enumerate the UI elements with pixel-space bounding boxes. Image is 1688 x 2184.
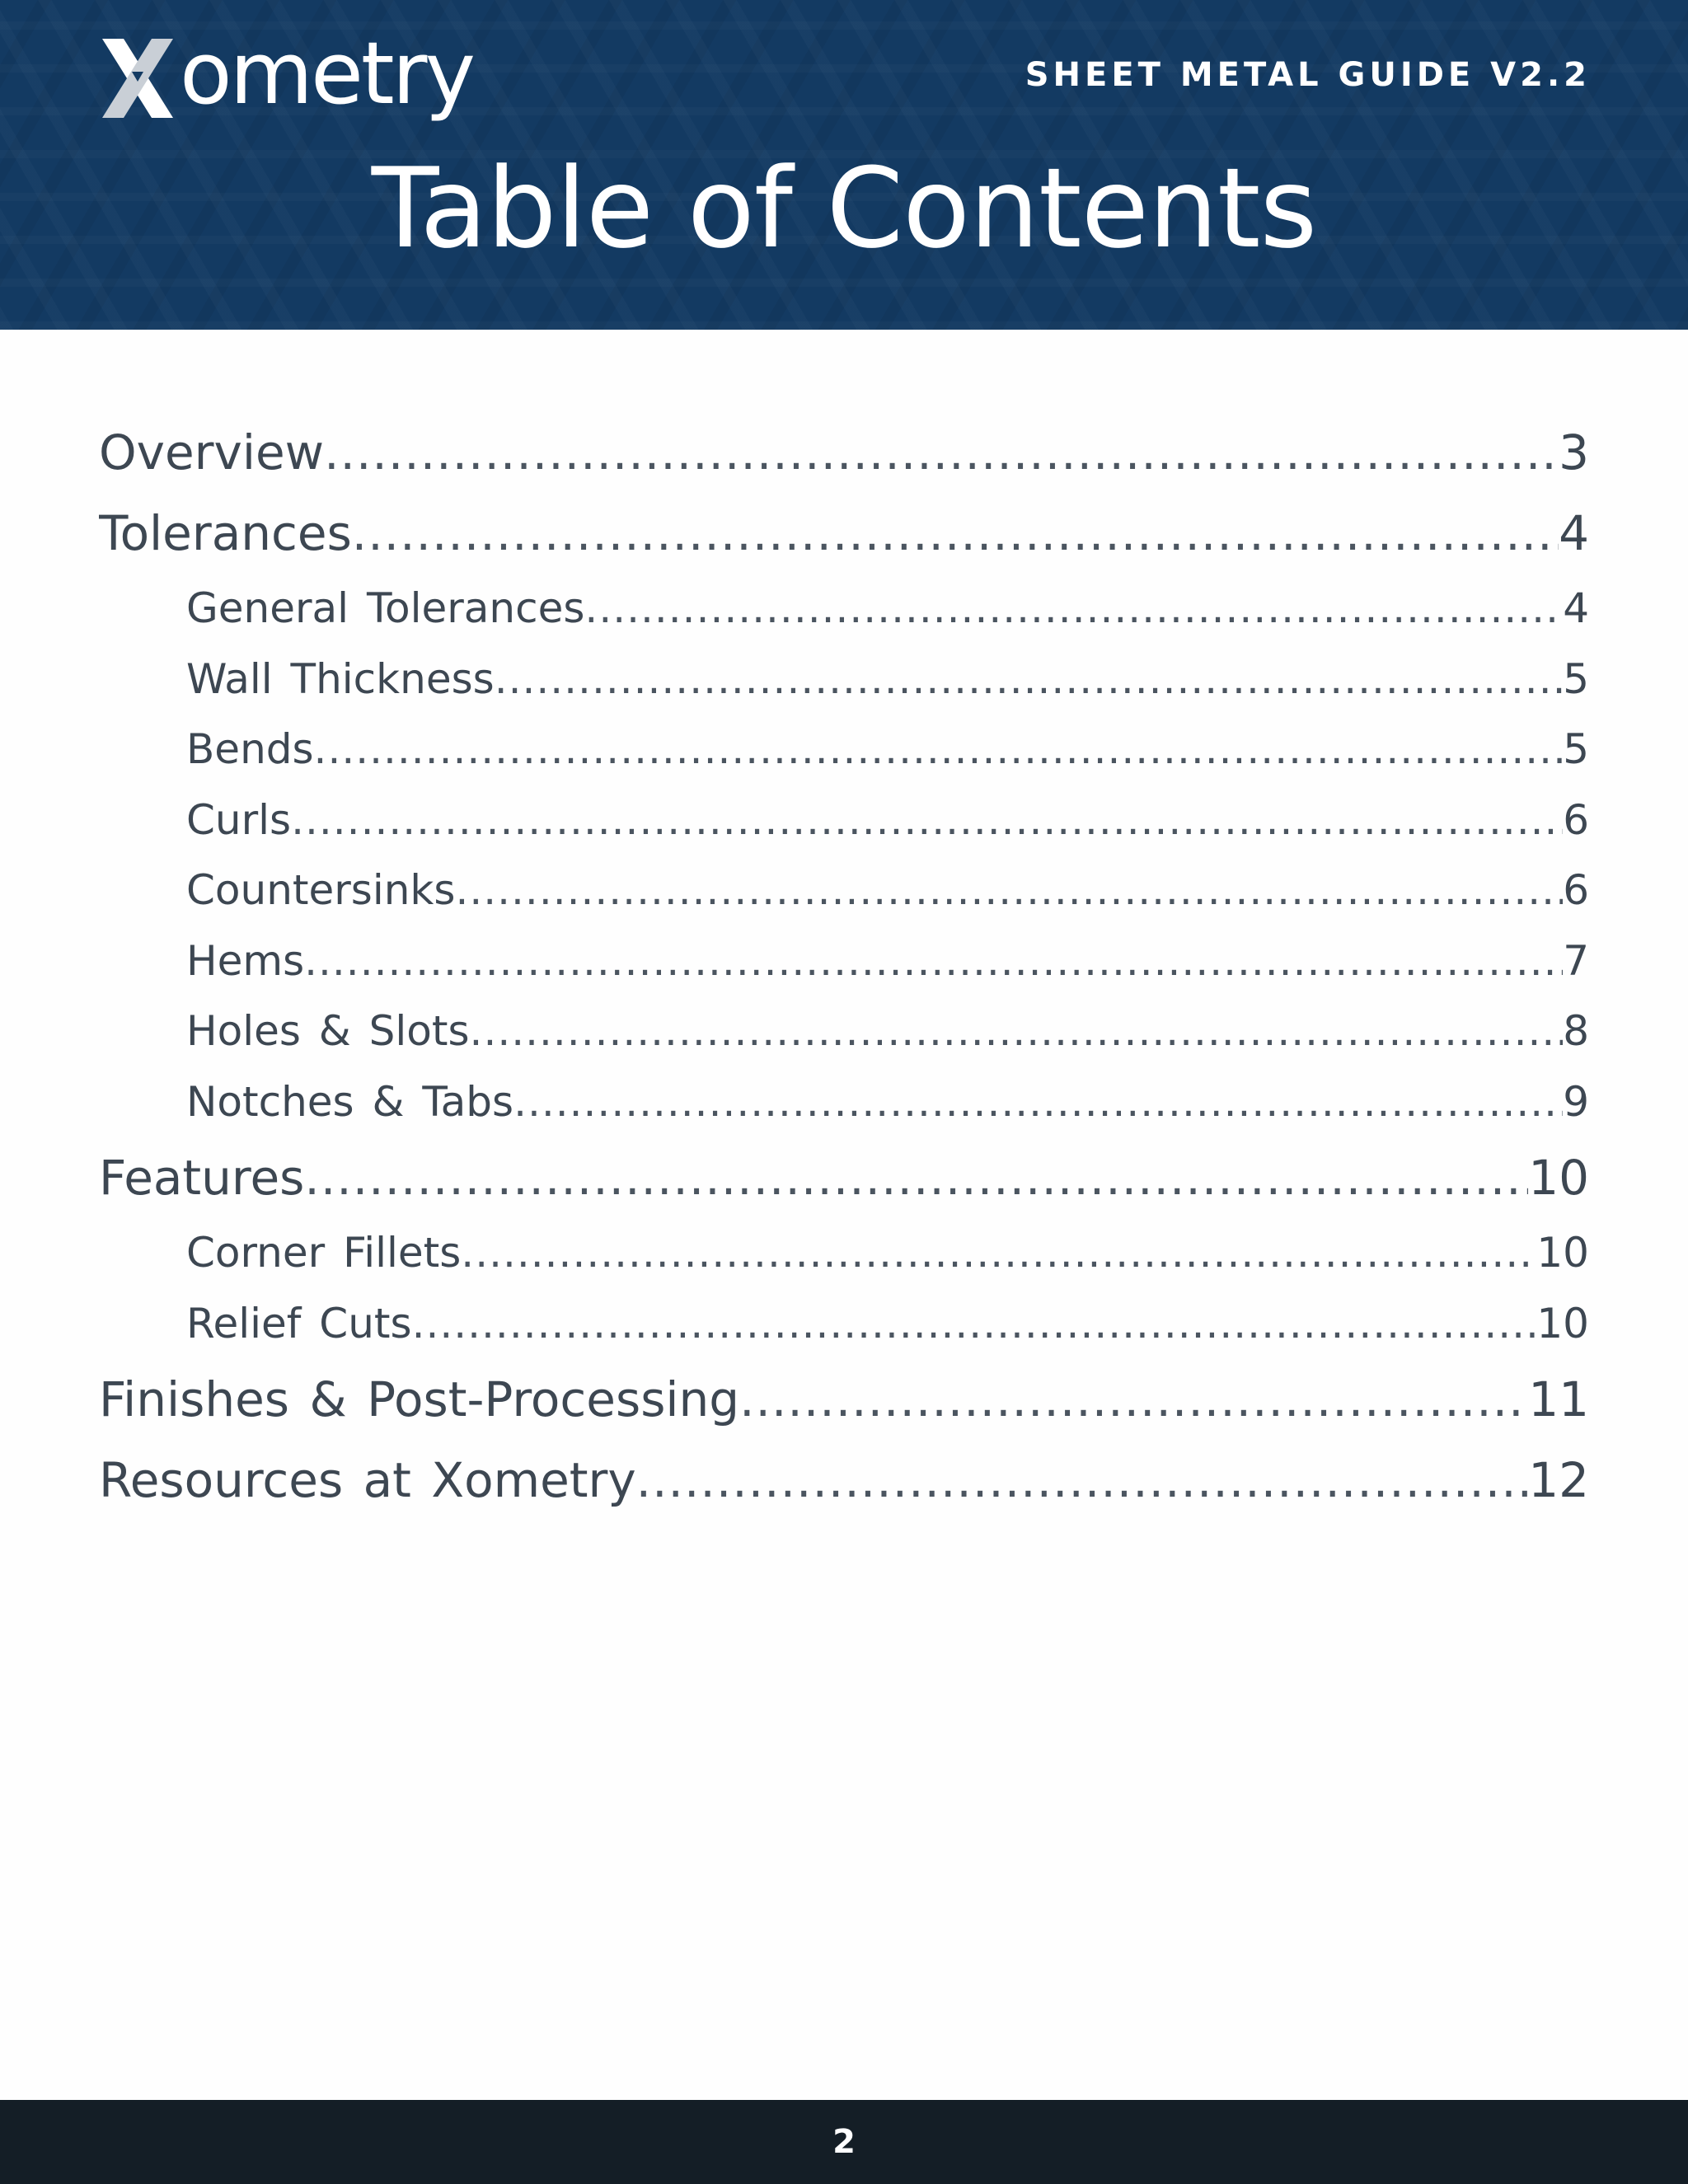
toc-entry-overview[interactable] [99,412,1589,493]
guide-version-label: SHEET METAL GUIDE V2.2 [1025,56,1591,94]
toc-dot-leader [455,855,1563,926]
brand-wordmark: ometry [180,23,474,124]
toc-entry-title: Countersinks [186,866,456,914]
toc-dot-leader [412,1289,1537,1360]
toc-dot-leader [636,1440,1529,1521]
toc-entry-page: 3 [1559,424,1589,480]
toc-entry-title: Relief Cuts [186,1299,412,1347]
toc-entry-finishes-post-processing[interactable] [99,1359,1589,1440]
toc-entry-page: 5 [1563,654,1589,703]
toc-entry-curls[interactable] [99,785,1589,856]
toc-entry-page: 10 [1528,1150,1589,1206]
toc-entry-page: 5 [1563,725,1589,773]
toc-entry-title: Bends [186,725,314,773]
toc-entry-general-tolerances[interactable] [99,574,1589,644]
toc-entry-resources-at-xometry[interactable] [99,1440,1589,1521]
toc-entry-title: General Tolerances [186,584,585,632]
toc-entry-tolerances[interactable] [99,493,1589,574]
toc-entry-wall-thickness[interactable] [99,644,1589,715]
toc-dot-leader [291,785,1563,856]
toc-dot-leader [513,1067,1563,1138]
toc-dot-leader [739,1359,1528,1440]
toc-entry-holes-slots[interactable] [99,996,1589,1067]
toc-entry-countersinks[interactable] [99,855,1589,926]
toc-entry-notches-tabs[interactable] [99,1067,1589,1138]
toc-entry-page: 11 [1528,1371,1589,1427]
toc-entry-title: Features [99,1150,305,1206]
toc-dot-leader [352,493,1559,574]
toc-entry-page: 6 [1563,795,1589,844]
toc-entry-page: 10 [1536,1299,1589,1347]
toc-entry-title: Notches & Tabs [186,1077,514,1126]
toc-dot-leader [584,574,1563,644]
toc-entry-bends[interactable] [99,715,1589,785]
toc-dot-leader [314,715,1564,785]
toc-entry-page: 7 [1563,936,1589,985]
toc-entry-corner-fillets[interactable] [99,1218,1589,1289]
toc-entry-title: Curls [186,795,292,844]
page-number: 2 [832,2123,856,2161]
toc-dot-leader [461,1218,1536,1289]
toc-entry-relief-cuts[interactable] [99,1289,1589,1360]
toc-entry-page: 4 [1563,584,1589,632]
toc-dot-leader [304,926,1563,997]
xometry-logo [99,23,474,124]
table-of-contents [99,412,1589,1521]
toc-entry-page: 10 [1536,1229,1589,1277]
toc-dot-leader [304,1137,1528,1218]
footer-bar [0,2100,1688,2184]
toc-dot-leader [470,996,1564,1067]
toc-entry-title: Overview [99,424,325,480]
page-title: Table of Contents [371,144,1317,273]
toc-entry-features[interactable] [99,1137,1589,1218]
xometry-x-logo-icon [99,37,176,120]
toc-entry-page: 9 [1563,1077,1589,1126]
toc-entry-title: Hems [186,936,305,985]
toc-entry-page: 4 [1559,505,1589,561]
toc-entry-page: 6 [1563,866,1589,914]
header-banner [0,0,1688,330]
toc-entry-title: Tolerances [99,505,352,561]
toc-entry-title: Holes & Slots [186,1007,470,1055]
toc-entry-hems[interactable] [99,926,1589,997]
toc-dot-leader [324,412,1559,493]
toc-entry-page: 12 [1528,1452,1589,1508]
toc-entry-page: 8 [1563,1007,1589,1055]
toc-entry-title: Corner Fillets [186,1229,462,1277]
toc-entry-title: Resources at Xometry [99,1452,636,1508]
toc-dot-leader [495,644,1564,715]
toc-entry-title: Finishes & Post-Processing [99,1371,740,1427]
toc-entry-title: Wall Thickness [186,654,495,703]
